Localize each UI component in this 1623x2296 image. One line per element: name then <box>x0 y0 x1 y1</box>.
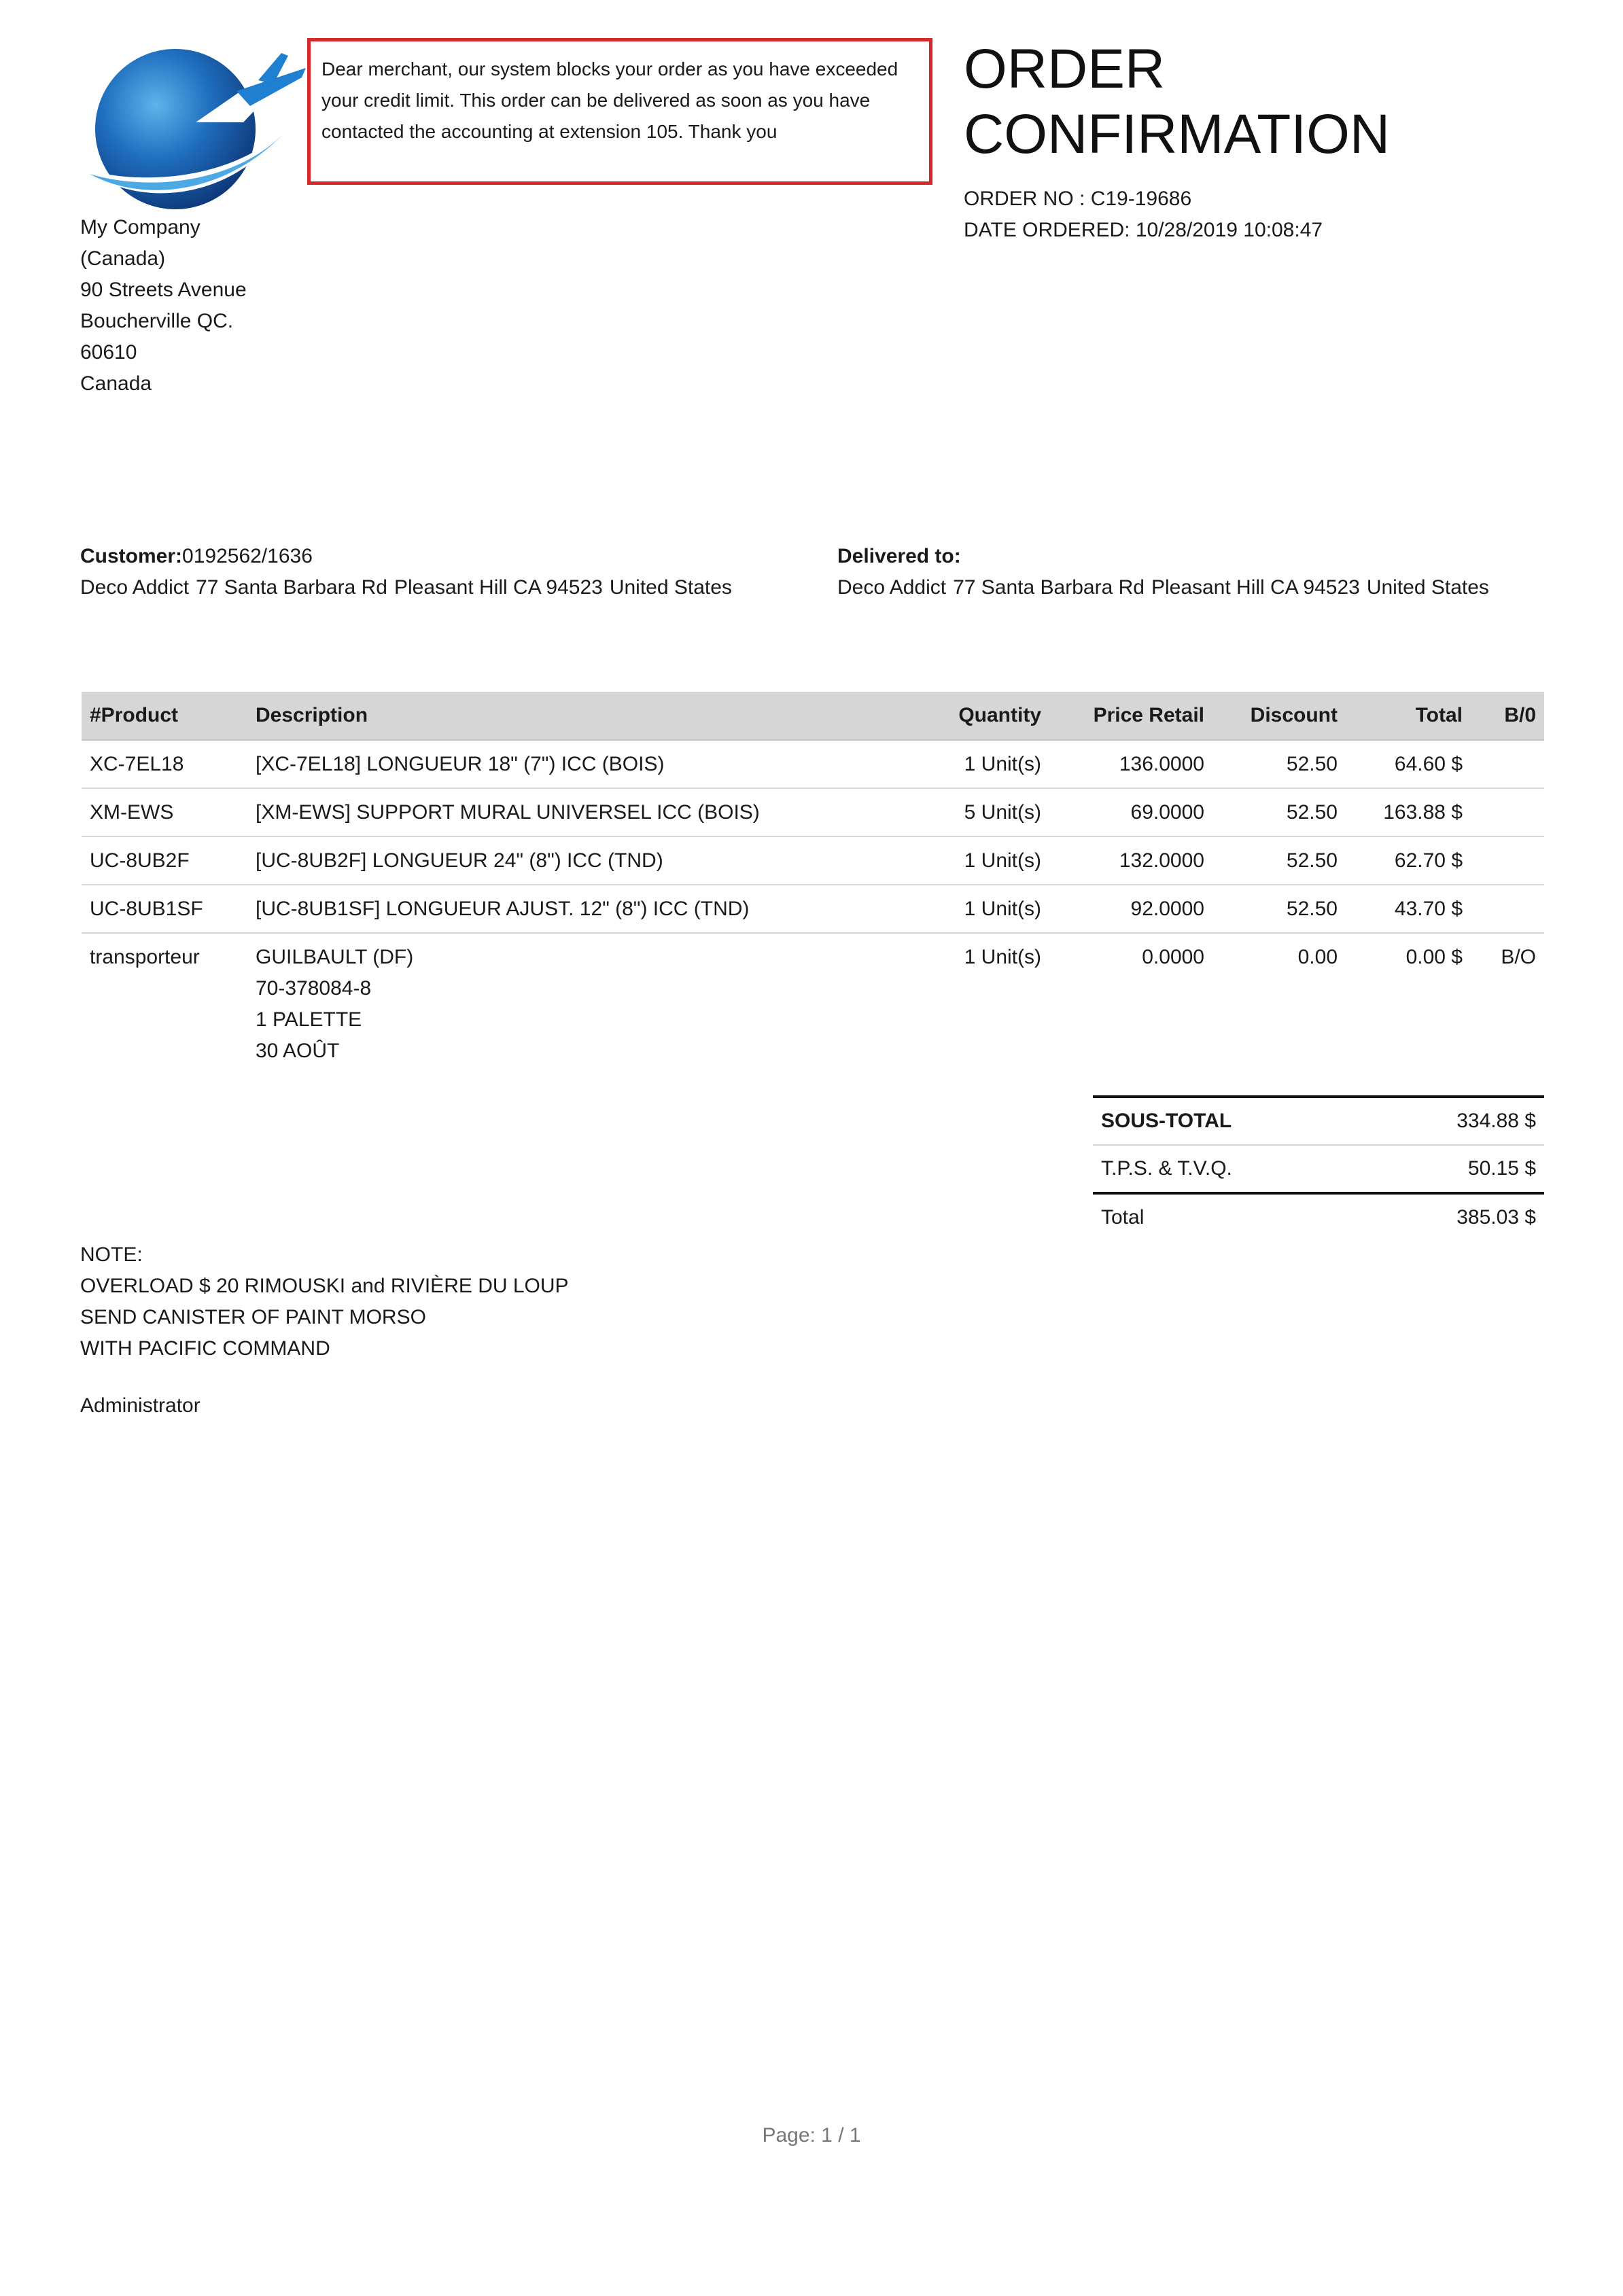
cell-quantity: 5 Unit(s) <box>934 788 1049 836</box>
company-line: 90 Streets Avenue <box>80 279 247 301</box>
credit-limit-warning <box>307 38 932 185</box>
tax-row <box>1093 1145 1544 1193</box>
company-address <box>80 212 325 400</box>
delivered-address: Deco Addict 77 Santa Barbara Rd Pleasant Hill CA 94523 United States <box>837 576 1489 599</box>
customer-heading: Customer:0192562/1636 <box>80 545 313 567</box>
page-number: Page: 1 / 1 <box>762 2124 861 2147</box>
note-line: OVERLOAD $ 20 RIMOUSKI and RIVIÈRE DU LOUP <box>80 1275 569 1297</box>
cell-discount: 52.50 <box>1212 836 1346 885</box>
cell-product: UC-8UB2F <box>82 836 247 885</box>
tax-value: 50.15 $ <box>1367 1145 1544 1193</box>
col-header-product: #Product <box>82 692 247 740</box>
cell-quantity: 1 Unit(s) <box>934 836 1049 885</box>
cell-product: transporteur <box>90 946 200 968</box>
cell-product: XM-EWS <box>82 788 247 836</box>
note-line: SEND CANISTER OF PAINT MORSO <box>80 1306 426 1328</box>
company-line: 60610 <box>80 341 137 364</box>
order-date: DATE ORDERED: 10/28/2019 10:08:47 <box>964 219 1323 241</box>
cell-discount: 52.50 <box>1212 885 1346 933</box>
cell-price: 0.0000 <box>1142 946 1204 968</box>
subtotal-label: SOUS-TOTAL <box>1093 1097 1367 1145</box>
cell-product: XC-7EL18 <box>82 740 247 788</box>
cell-product: UC-8UB1SF <box>82 885 247 933</box>
company-line: Boucherville QC. <box>80 310 234 332</box>
cell-description: [UC-8UB2F] LONGUEUR 24" (8") ICC (TND) <box>247 836 934 885</box>
col-header-discount: Discount <box>1212 692 1346 740</box>
customer-block <box>80 541 794 603</box>
customer-address: Deco Addict 77 Santa Barbara Rd Pleasant Hill CA 94523 United States <box>80 576 732 599</box>
subtotal-value: 334.88 $ <box>1367 1097 1544 1145</box>
cell-description: GUILBAULT (DF) 70-378084-8 1 PALETTE 30 AOÛT <box>256 946 414 1062</box>
tax-label: T.P.S. & T.V.Q. <box>1093 1145 1367 1193</box>
cell-quantity: 1 Unit(s) <box>934 885 1049 933</box>
col-header-description: Description <box>247 692 934 740</box>
cell-price: 69.0000 <box>1049 788 1212 836</box>
cell-discount: 52.50 <box>1212 740 1346 788</box>
cell-bo <box>1471 836 1544 885</box>
warning-text: Dear merchant, our system blocks your order as you have exceeded your credit limit. This order can be delivered as soon as you have contacted the accounting at extension 105. Thank you <box>321 58 898 142</box>
table-row <box>82 933 1544 1074</box>
cell-total: 43.70 $ <box>1346 885 1471 933</box>
delivered-heading: Delivered to: <box>837 545 961 567</box>
company-line: (Canada) <box>80 247 166 270</box>
product-table <box>82 692 1544 1074</box>
cell-quantity: 1 Unit(s) <box>934 740 1049 788</box>
table-row <box>82 885 1544 933</box>
cell-bo <box>1471 788 1544 836</box>
company-line: Canada <box>80 372 152 395</box>
table-row <box>82 836 1544 885</box>
note-line: WITH PACIFIC COMMAND <box>80 1337 330 1360</box>
signature: Administrator <box>80 1394 200 1417</box>
cell-description: [UC-8UB1SF] LONGUEUR AJUST. 12" (8") ICC (TND) <box>247 885 934 933</box>
cell-total: 163.88 $ <box>1346 788 1471 836</box>
subtotal-row <box>1093 1097 1544 1145</box>
grand-total-value: 385.03 $ <box>1367 1193 1544 1241</box>
cell-discount: 52.50 <box>1212 788 1346 836</box>
note-line: NOTE: <box>80 1243 143 1266</box>
cell-total: 62.70 $ <box>1346 836 1471 885</box>
totals-table <box>1093 1095 1544 1241</box>
delivery-block <box>837 541 1585 603</box>
order-note <box>80 1239 896 1364</box>
order-meta <box>964 183 1575 246</box>
cell-price: 132.0000 <box>1049 836 1212 885</box>
col-header-bo: B/0 <box>1471 692 1544 740</box>
grand-total-row <box>1093 1193 1544 1241</box>
document-title <box>964 37 1575 167</box>
title-line-2: CONFIRMATION <box>964 103 1391 165</box>
grand-total-label: Total <box>1093 1193 1367 1241</box>
cell-quantity: 1 Unit(s) <box>964 946 1041 968</box>
order-number: ORDER NO : C19-19686 <box>964 188 1192 210</box>
col-header-total: Total <box>1346 692 1471 740</box>
table-row <box>82 788 1544 836</box>
cell-price: 136.0000 <box>1049 740 1212 788</box>
cell-total: 64.60 $ <box>1346 740 1471 788</box>
table-row <box>82 740 1544 788</box>
cell-bo: B/O <box>1501 946 1536 968</box>
cell-price: 92.0000 <box>1049 885 1212 933</box>
cell-description: [XC-7EL18] LONGUEUR 18" (7") ICC (BOIS) <box>247 740 934 788</box>
cell-description: [XM-EWS] SUPPORT MURAL UNIVERSEL ICC (BOIS) <box>247 788 934 836</box>
cell-total: 0.00 $ <box>1406 946 1463 968</box>
company-logo <box>80 41 306 211</box>
title-line-1: ORDER <box>964 38 1166 100</box>
company-line: My Company <box>80 216 200 239</box>
cell-bo <box>1471 885 1544 933</box>
col-header-quantity: Quantity <box>934 692 1049 740</box>
cell-discount: 0.00 <box>1297 946 1338 968</box>
col-header-price: Price Retail <box>1049 692 1212 740</box>
cell-bo <box>1471 740 1544 788</box>
table-header-row <box>82 692 1544 740</box>
